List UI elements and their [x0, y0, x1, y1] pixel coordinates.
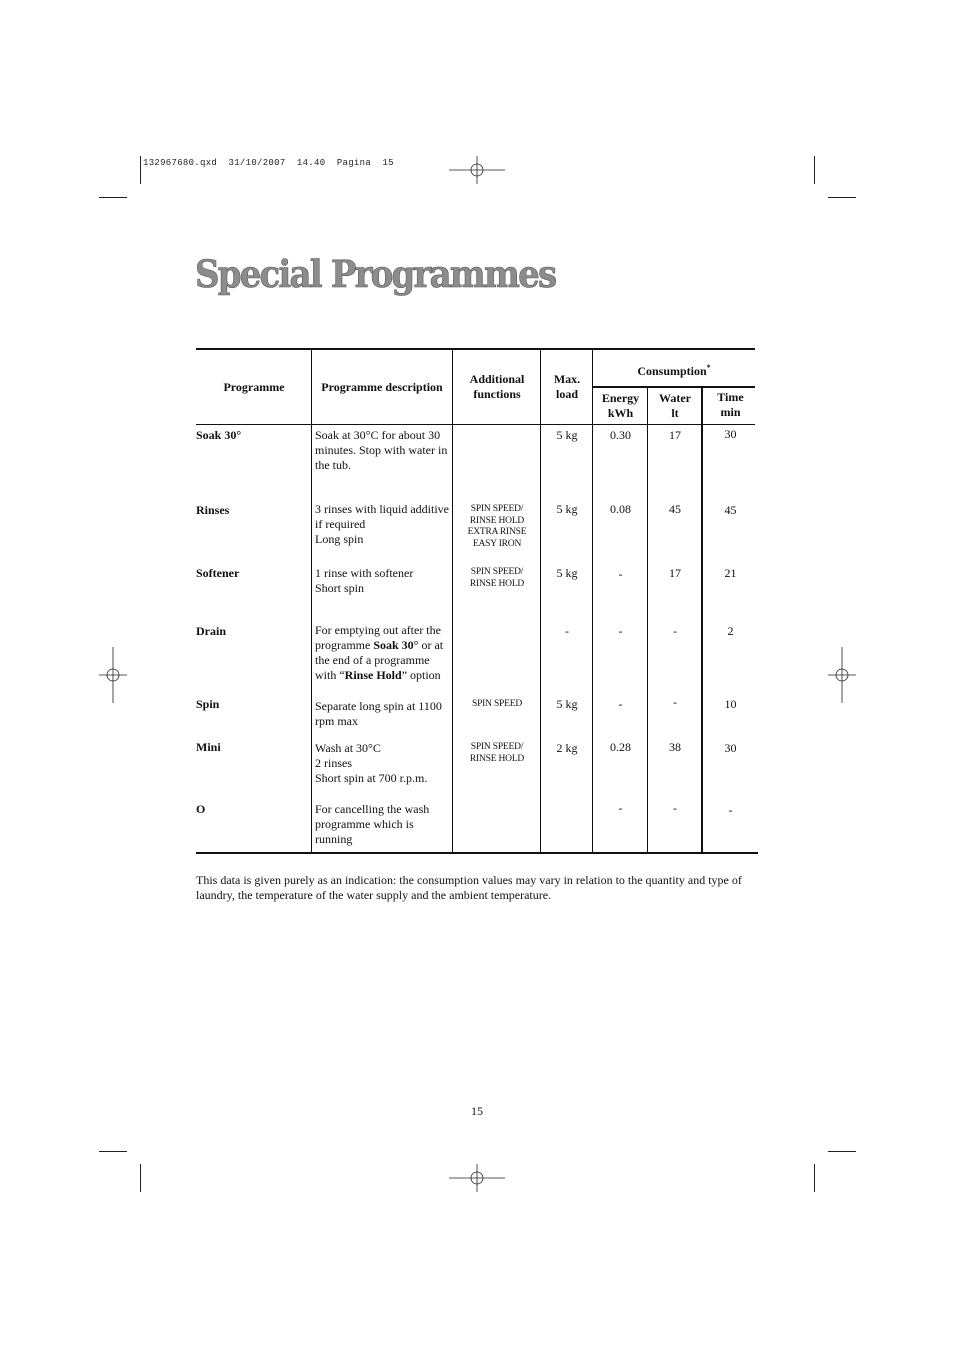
registration-mark-icon: [449, 156, 505, 184]
energy-value: 0.30: [610, 428, 631, 442]
programme-name: O: [196, 802, 206, 816]
page-number: 15: [471, 1104, 483, 1118]
additional-functions: [453, 699, 541, 711]
description-bold: Rinse Hold: [344, 668, 402, 682]
programme-description: [315, 623, 452, 683]
programme-name: Rinses: [196, 503, 230, 517]
additional-functions: [453, 742, 541, 765]
additional-functions: [453, 567, 541, 590]
max-load-value: 5 kg: [556, 502, 578, 516]
description-line: [315, 638, 452, 653]
header-line: Time: [717, 390, 744, 404]
water-value: 17: [669, 428, 681, 442]
energy-value: -: [618, 801, 623, 815]
crop-mark: [99, 1151, 127, 1152]
programme-name: Spin: [196, 697, 220, 711]
function-line: EXTRA RINSE: [467, 527, 527, 538]
description-bold: Soak 30°: [373, 638, 419, 652]
crop-mark: [828, 1151, 856, 1152]
max-load-value: 5 kg: [556, 566, 578, 580]
table-top-rule: [196, 348, 755, 350]
description-line: minutes. Stop with water in: [315, 443, 448, 457]
function-line: EASY IRON: [472, 538, 522, 549]
header-line: Max.: [553, 372, 581, 386]
energy-value: 0.08: [610, 502, 631, 516]
header-additional-functions: [453, 372, 541, 402]
footnote-marker: *: [706, 363, 711, 372]
footnote: [196, 873, 756, 903]
description-line: For cancelling the wash: [315, 802, 430, 816]
column-divider: [452, 349, 453, 853]
energy-value: -: [618, 624, 623, 638]
description-line: programme which is: [315, 817, 414, 831]
energy-value: -: [618, 567, 623, 581]
crop-mark: [828, 197, 856, 198]
header-bottom-rule: [196, 424, 755, 425]
description-line: rpm max: [315, 714, 358, 728]
function-line: SPIN SPEED/: [470, 567, 524, 577]
description-line: Short spin: [315, 581, 365, 595]
energy-value: -: [618, 697, 623, 711]
function-line: RINSE HOLD: [469, 515, 525, 526]
table-bottom-rule: [196, 852, 758, 854]
description-line: if required: [315, 517, 366, 531]
programme-description: [315, 699, 452, 729]
time-value: 10: [724, 697, 737, 711]
programme-description: [315, 428, 452, 473]
time-value: 30: [724, 427, 737, 441]
function-line: SPIN SPEED/: [470, 742, 524, 752]
programme-name: Mini: [196, 740, 221, 754]
programme-name: Drain: [196, 624, 226, 638]
time-value: -: [728, 803, 733, 817]
description-text: with “: [315, 668, 345, 682]
crop-mark: [140, 1164, 141, 1192]
description-line: the tub.: [315, 458, 351, 472]
description-line: 3 rinses with liquid additive: [315, 502, 449, 516]
crop-mark: [140, 156, 141, 184]
header-line: Additional: [469, 372, 525, 386]
column-divider: [311, 349, 312, 853]
header-line: Water: [659, 391, 691, 405]
header-line: load: [555, 387, 578, 401]
function-line: RINSE HOLD: [469, 578, 525, 589]
programme-description: [315, 566, 452, 596]
function-line: SPIN SPEED/: [470, 504, 524, 514]
footnote-line: This data is given purely as an indication: the consumption values may vary in relation to the quantity and type of: [196, 873, 742, 887]
description-line: the end of a programme: [315, 653, 430, 667]
header-line: kWh: [607, 406, 634, 420]
description-text: ” option: [401, 668, 441, 682]
crop-mark: [99, 197, 127, 198]
description-line: Short spin at 700 r.p.m.: [315, 771, 428, 785]
header-programme: Programme: [223, 380, 285, 394]
column-divider: [592, 349, 593, 853]
time-value: 30: [724, 741, 737, 755]
water-value: -: [673, 801, 677, 815]
programme-description: [315, 502, 452, 547]
consumption-divider: [593, 386, 755, 388]
footnote-line: laundry, the temperature of the water supply and the ambient temperature.: [196, 888, 552, 902]
header-line: functions: [473, 387, 521, 401]
crop-mark: [814, 156, 815, 184]
time-value: 45: [724, 503, 737, 517]
water-value: -: [673, 695, 677, 709]
water-value: -: [673, 624, 677, 638]
header-consumption: [593, 360, 755, 379]
column-divider: [540, 349, 541, 853]
print-slug: 132967680.qxd 31/10/2007 14.40 Pagina 15: [143, 158, 394, 168]
description-line: running: [315, 832, 353, 846]
header-max-load: [541, 372, 593, 402]
header-water: [648, 391, 702, 421]
description-text: programme: [315, 638, 374, 652]
max-load-value: 5 kg: [556, 697, 578, 711]
header-line: lt: [671, 406, 679, 420]
column-divider: [647, 387, 648, 853]
energy-value: 0.28: [610, 740, 631, 754]
header-line: Energy: [601, 391, 640, 405]
max-load-value: 2 kg: [556, 741, 578, 755]
description-line: 1 rinse with softener: [315, 566, 414, 580]
water-value: 45: [669, 502, 681, 516]
registration-mark-icon: [449, 1164, 505, 1192]
column-divider: [701, 387, 703, 853]
registration-mark-icon: [828, 647, 856, 703]
header-line: min: [720, 405, 741, 419]
description-line: 2 rinses: [315, 756, 352, 770]
max-load-value: 5 kg: [556, 428, 578, 442]
max-load-value: -: [565, 624, 569, 638]
registration-mark-icon: [99, 647, 127, 703]
time-value: 2: [727, 624, 734, 638]
description-text: or at: [418, 638, 444, 652]
time-value: 21: [724, 566, 737, 580]
description-line: Long spin: [315, 532, 364, 546]
function-line: SPIN SPEED: [472, 699, 522, 709]
description-line: [315, 668, 452, 683]
description-line: Soak at 30°C for about 30: [315, 428, 441, 442]
header-description: Programme description: [321, 380, 443, 394]
additional-functions: [453, 504, 541, 550]
description-line: Wash at 30°C: [315, 741, 381, 755]
function-line: RINSE HOLD: [469, 753, 525, 764]
header-time: [703, 390, 758, 420]
water-value: 38: [669, 740, 681, 754]
header-consumption-label: Consumption: [637, 364, 707, 378]
programme-name: Soak 30°: [196, 428, 242, 442]
header-energy: [593, 391, 648, 421]
programme-description: [315, 741, 452, 786]
water-value: 17: [669, 566, 681, 580]
programme-name: Softener: [196, 566, 240, 580]
crop-mark: [814, 1164, 815, 1192]
description-line: Separate long spin at 1100: [315, 699, 442, 713]
programme-description: [315, 802, 452, 847]
description-line: For emptying out after the: [315, 623, 441, 637]
page-title: Special Programmes: [195, 252, 556, 296]
